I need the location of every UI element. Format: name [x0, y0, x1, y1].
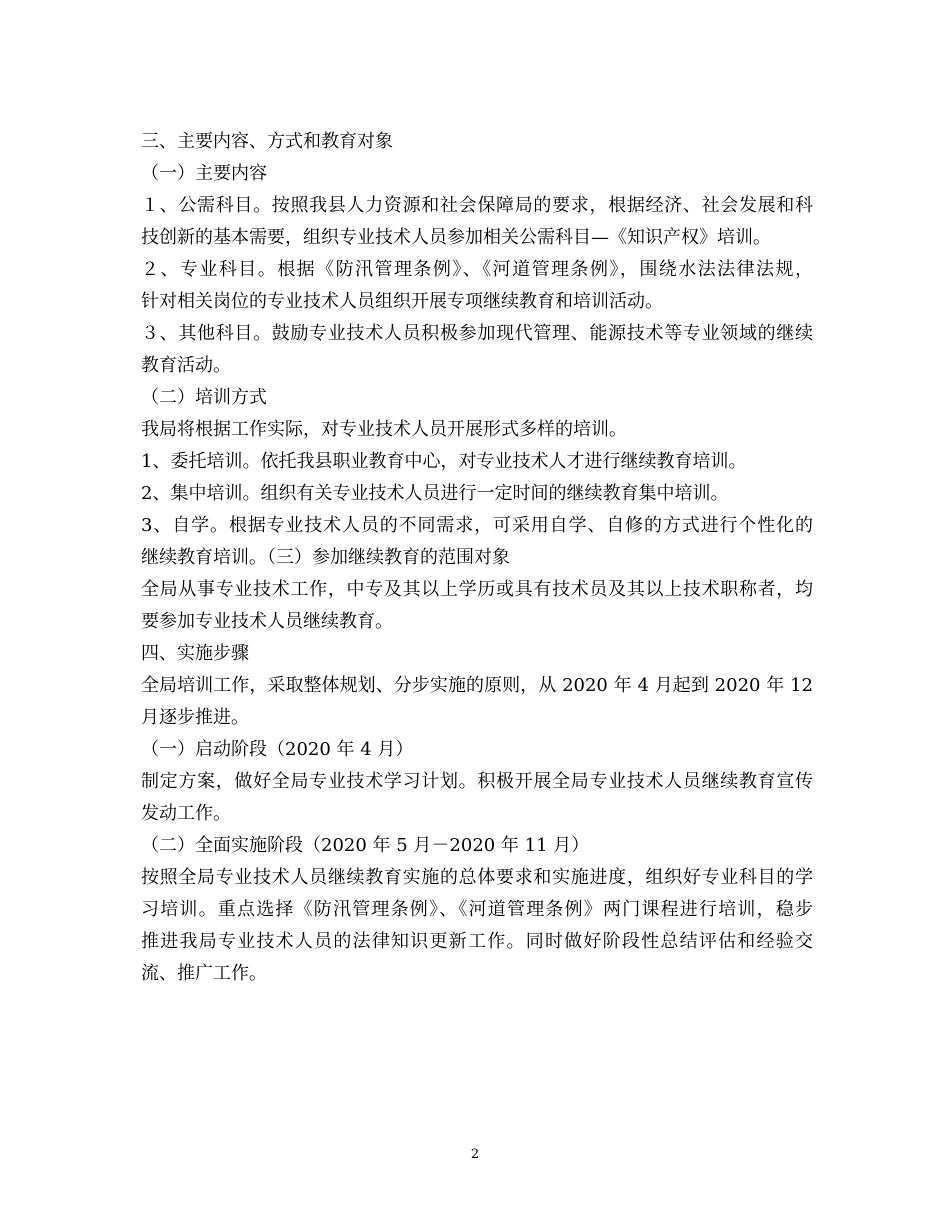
- paragraph-line: 流、推广工作。: [141, 963, 267, 984]
- paragraph-line: 全局培训工作，采取整体规划、分步实施的原则，从 2020 年 4 月起到 2020 年 12: [141, 675, 813, 696]
- paragraph-line: ３、其他科目。鼓励专业技术人员积极参加现代管理、能源技术等专业领域的继续: [141, 323, 813, 344]
- section-heading: 四、实施步骤: [141, 643, 249, 664]
- paragraph-line: 按照全局专业技术人员继续教育实施的总体要求和实施进度，组织好专业科目的学: [141, 867, 813, 888]
- subsection-heading: （二）培训方式: [141, 387, 267, 408]
- subsection-heading: （一）启动阶段（2020 年 4 月）: [141, 739, 414, 760]
- paragraph-line: 继续教育培训。（三）参加继续教育的范围对象: [141, 547, 510, 568]
- page-number: 2: [470, 1147, 480, 1162]
- paragraph-line: 制定方案，做好全局专业技术学习计划。积极开展全局专业技术人员继续教育宣传: [141, 771, 813, 792]
- paragraph-line: 习培训。重点选择《防汛管理条例》、《河道管理条例》两门课程进行培训，稳步: [141, 899, 813, 920]
- paragraph-line: 推进我局专业技术人员的法律知识更新工作。同时做好阶段性总结评估和经验交: [141, 931, 813, 952]
- paragraph-line: 3、自学。根据专业技术人员的不同需求，可采用自学、自修的方式进行个性化的: [141, 515, 813, 536]
- paragraph-line: 针对相关岗位的专业技术人员组织开展专项继续教育和培训活动。: [141, 291, 663, 312]
- subsection-heading: （二）全面实施阶段（2020 年 5 月－2020 年 11 月）: [141, 835, 590, 856]
- paragraph-line: １、公需科目。按照我县人力资源和社会保障局的要求，根据经济、社会发展和科: [141, 195, 813, 216]
- document-body: [141, 126, 813, 990]
- paragraph-line: 要参加专业技术人员继续教育。: [141, 611, 393, 632]
- paragraph-line: 1、委托培训。依托我县职业教育中心，对专业技术人才进行继续教育培训。: [141, 451, 747, 472]
- paragraph-line: 教育活动。: [141, 355, 231, 376]
- paragraph-line: 发动工作。: [141, 803, 231, 824]
- paragraph-line: ２、专业科目。根据《防汛管理条例》、《河道管理条例》，围绕水法法律法规，: [141, 259, 813, 280]
- paragraph-line: 我局将根据工作实际，对专业技术人员开展形式多样的培训。: [141, 419, 627, 440]
- section-heading: 三、主要内容、方式和教育对象: [141, 131, 393, 152]
- paragraph-line: 技创新的基本需要，组织专业技术人员参加相关公需科目—《知识产权》培训。: [141, 227, 771, 248]
- subsection-heading: （一）主要内容: [141, 163, 267, 184]
- paragraph-line: 2、集中培训。组织有关专业技术人员进行一定时间的继续教育集中培训。: [141, 483, 729, 504]
- paragraph-line: 全局从事专业技术工作，中专及其以上学历或具有技术员及其以上技术职称者，均: [141, 579, 813, 600]
- paragraph-line: 月逐步推进。: [141, 707, 249, 728]
